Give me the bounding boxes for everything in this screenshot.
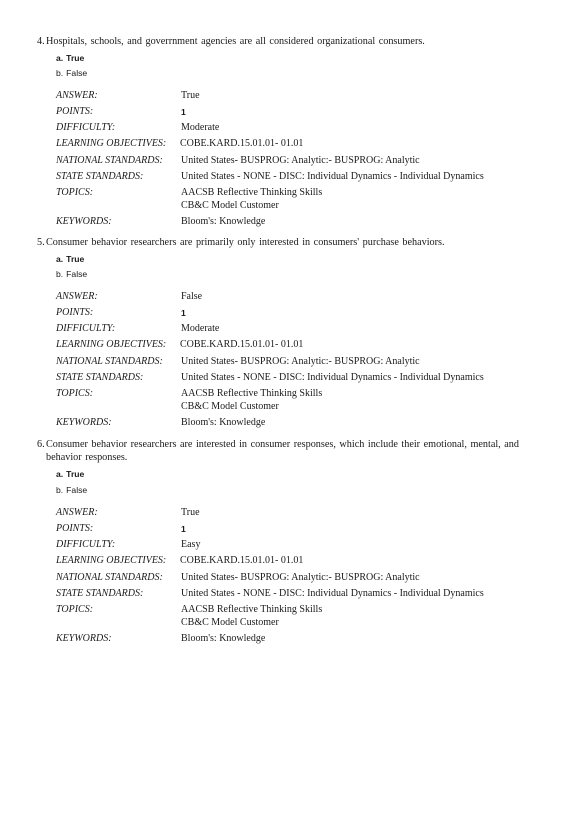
meta-label: LEARNING OBJECTIVES:	[56, 339, 167, 350]
choice-letter: b.	[56, 485, 64, 495]
choice-b	[56, 269, 87, 280]
meta-label: TOPICS:	[56, 388, 94, 399]
meta-label: TOPICS:	[56, 604, 94, 615]
meta-label: KEYWORDS:	[56, 417, 112, 428]
meta-label: STATE STANDARDS:	[56, 171, 144, 182]
difficulty-value: Easy	[181, 539, 201, 550]
choice-a	[56, 53, 84, 64]
choice-label: True	[66, 469, 85, 479]
question-text	[37, 439, 546, 464]
choice-a	[56, 254, 84, 265]
topics-value	[181, 187, 561, 212]
state-standards-value: United States - NONE - DISC: Individual Dynamics - Individual Dynamics	[181, 372, 484, 383]
state-standards-value: United States - NONE - DISC: Individual Dynamics - Individual Dynamics	[181, 171, 484, 182]
meta-label: POINTS:	[56, 307, 94, 318]
meta-label: DIFFICULTY:	[56, 323, 116, 334]
choice-label: False	[66, 485, 88, 495]
meta-label: POINTS:	[56, 106, 94, 117]
difficulty-value: Moderate	[181, 323, 220, 334]
question-number: 6.	[37, 439, 45, 450]
choice-label: False	[66, 269, 88, 279]
answer-value: True	[181, 507, 200, 518]
meta-label: NATIONAL STANDARDS:	[56, 155, 163, 166]
topic-line: AACSB Reflective Thinking Skills	[181, 388, 323, 399]
choice-letter: b.	[56, 68, 64, 78]
keywords-value: Bloom's: Knowledge	[181, 417, 266, 428]
answer-value: True	[181, 90, 200, 101]
topic-line: AACSB Reflective Thinking Skills	[181, 604, 323, 615]
choice-b	[56, 68, 87, 79]
learning-objectives-value: COBE.KARD.15.01.01- 01.01	[180, 339, 304, 350]
keywords-value: Bloom's: Knowledge	[181, 216, 266, 227]
choice-a	[56, 469, 84, 480]
meta-label: LEARNING OBJECTIVES:	[56, 138, 167, 149]
question-text	[37, 237, 546, 250]
answer-value: False	[181, 291, 203, 302]
choice-letter: a.	[56, 53, 64, 63]
choice-label: True	[66, 53, 85, 63]
choice-b	[56, 485, 87, 496]
state-standards-value: United States - NONE - DISC: Individual Dynamics - Individual Dynamics	[181, 588, 484, 599]
topic-line: AACSB Reflective Thinking Skills	[181, 187, 323, 198]
meta-label: ANSWER:	[56, 507, 98, 518]
choice-letter: a.	[56, 254, 64, 264]
meta-label: NATIONAL STANDARDS:	[56, 572, 163, 583]
question-text	[37, 36, 546, 49]
choice-letter: a.	[56, 469, 64, 479]
meta-label: NATIONAL STANDARDS:	[56, 356, 163, 367]
meta-label: ANSWER:	[56, 90, 98, 101]
topic-line: CB&C Model Customer	[181, 199, 279, 211]
points-value: 1	[181, 524, 186, 534]
question-stem: Hospitals, schools, and goverrnment agencies are all considered organizational consumers.	[46, 36, 425, 47]
question-number: 4.	[37, 36, 45, 47]
learning-objectives-value: COBE.KARD.15.01.01- 01.01	[180, 555, 304, 566]
learning-objectives-value: COBE.KARD.15.01.01- 01.01	[180, 138, 304, 149]
national-standards-value: United States- BUSPROG: Analytic:- BUSPROG: Analytic	[181, 155, 420, 166]
meta-label: ANSWER:	[56, 291, 98, 302]
difficulty-value: Moderate	[181, 122, 220, 133]
topics-value	[181, 604, 561, 629]
question-number: 5.	[37, 237, 45, 248]
meta-label: DIFFICULTY:	[56, 122, 116, 133]
question-stem: Consumer behavior researchers are interested in consumer responses, which include their emotional, mental, and behavior responses.	[46, 439, 519, 463]
meta-label: DIFFICULTY:	[56, 539, 116, 550]
question-stem: Consumer behavior researchers are primarily only interested in consumers' purchase behaviors.	[46, 237, 445, 248]
choice-label: True	[66, 254, 85, 264]
national-standards-value: United States- BUSPROG: Analytic:- BUSPROG: Analytic	[181, 356, 420, 367]
meta-label: KEYWORDS:	[56, 216, 112, 227]
meta-label: POINTS:	[56, 523, 94, 534]
topics-value	[181, 388, 561, 413]
meta-label: STATE STANDARDS:	[56, 372, 144, 383]
meta-label: TOPICS:	[56, 187, 94, 198]
choice-label: False	[66, 68, 88, 78]
meta-label: KEYWORDS:	[56, 633, 112, 644]
points-value: 1	[181, 308, 186, 318]
choice-letter: b.	[56, 269, 64, 279]
meta-label: STATE STANDARDS:	[56, 588, 144, 599]
topic-line: CB&C Model Customer	[181, 400, 279, 412]
meta-label: LEARNING OBJECTIVES:	[56, 555, 167, 566]
topic-line: CB&C Model Customer	[181, 616, 279, 628]
national-standards-value: United States- BUSPROG: Analytic:- BUSPROG: Analytic	[181, 572, 420, 583]
keywords-value: Bloom's: Knowledge	[181, 633, 266, 644]
points-value: 1	[181, 107, 186, 117]
